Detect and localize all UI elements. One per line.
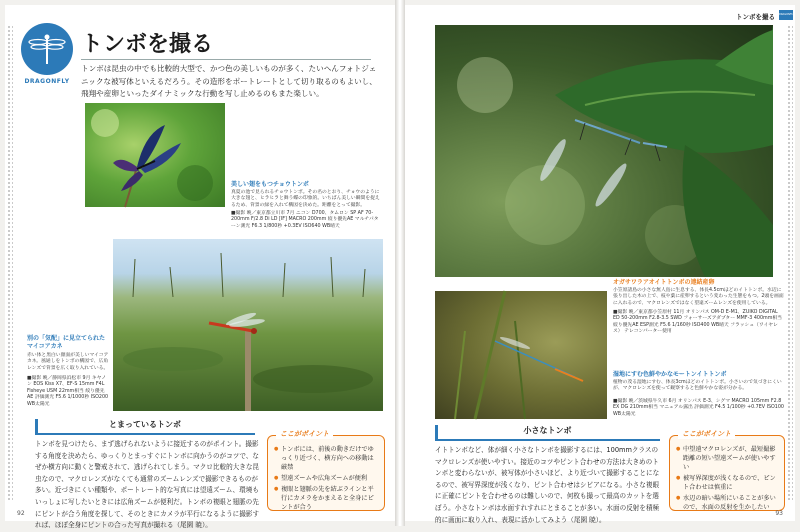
caption-title: 別の「気配」に見立てられた (27, 335, 106, 342)
point-item: ● 複眼と翅脈の先を結ぶラインと平行にカメラをかまえると全身にピントが合う (274, 485, 379, 512)
heading-marker (35, 419, 38, 433)
point-heading: ここがポイント (678, 429, 735, 439)
photo-morton (435, 291, 607, 419)
right-page (405, 5, 795, 524)
page-number: 93 (775, 510, 783, 517)
point-item: ● 中望遠マクロレンズが、最短撮影距離の短い望遠ズームが使いやすい (676, 445, 779, 472)
running-title: トンボを撮る (736, 13, 775, 21)
section-heading-text: 小さなトンボ (523, 426, 572, 435)
body-paragraph: イトトンボなど、体が細く小さなトンボを撮影するには、100mmクラスのマクロレンズが使いやすい。接近のコツやピント合わせの方法は大きめのトンボと変わらないが、被写体が小さいほど、より近づいて撮影することになるので、被写界深度が浅くなり、ピント合わせはシビアになる。小さな複眼に正確にピントを合わせるのは難しいので、何枚も撮って最高のカットを選ぼう。小さなトンボは水面すれすれにとまることが多い。水面の反射を積極的に画面に取り入れ、表現に活かしてみよう（尾園 暁）。 (435, 446, 660, 524)
page-title: トンボを撮る (81, 31, 214, 57)
caption-specs: ■撮影 晩／茨城県牛久市 6月 オリンパス E-3、シグマ MACRO 105mm F2.8 EX DG 210mm相当 マニュアル露出 評価測光 F4.5 1/100秒 +0.7EV ISO100 WB太陽光 (613, 399, 784, 417)
caption-text: 真夏の池で見られるチョウトンボ。その名のとおり、チョウのように大きな翅と、ヒラヒラと舞う蝶の印象的。いちばん美しい瞬間を捉えるため、背景の緑を入れて構図を決めた。距離をとって撮影。 (231, 190, 380, 208)
photo-ogasawara (435, 25, 773, 277)
caption-specs: ■撮影 晩／静岡県浜松市 9月 キヤノン EOS Kiss X7、EF-S 15mm F4L Fisheye USM 22mm相当 絞り優先AE 評価測光 F5.6 1/1000秒 ISO200 WB太陽光 (27, 376, 109, 407)
photo-chotonbo (85, 103, 225, 207)
caption-specs: ■撮影 晩／東京都立川市 7月 ニコン D700、タムロン SP AF 70-200mm F/2.8 Di LD [IF] MACRO 200mm 絞り優先AE マルチパターン測光 F6.3 1/800秒 +0.3EV ISO640 WB晴天 (231, 211, 379, 229)
running-tag: DRAGONFLY (779, 10, 793, 20)
page-number: 92 (17, 510, 25, 517)
photo-maikoakane (113, 239, 383, 411)
section-heading-text: とまっているトンボ (109, 420, 181, 429)
section-heading (435, 423, 660, 441)
caption-title: オガサワラアオイトトンボの連結産卵 (613, 279, 715, 286)
caption-text: 小笠原諸島の小さな無人島に生息する、体長4.5cmほどのイトトンボ。水辺に張り出した木の上で、枝や葉に産卵するという変わった生態をもつ。2頭を画面に入れるので、マクロレンズではなく望遠ズームレンズを使用している。 (613, 288, 784, 306)
page-gutter (395, 0, 405, 526)
dot-border (787, 25, 793, 501)
point-item: ● 望遠ズームや広角ズームが便利 (274, 474, 379, 483)
body-paragraph: トンボを見つけたら、まず逃げられないように接近するのがポイント。撮影する角度を決めたら、ゆっくりとまっすぐにトンボに向かうのがコツで、なぜか横方向に動くと警戒されて、逃げられてしまう。マクロ比較的大きな昆虫なので、マクロレンズがなくても通常のズームレンズで撮影できるものが多い。近づきにくい種類や、ポートレート的な写真には望遠ズーム、環境もいっしょに写したいときには広角ズームが便利だ。トンボの複眼と翅脈の先にピントが合う角度を探して、そのときにカメラが平行になるように撮影すれば、ほぼ全身にピントの合った写真が撮れる（尾園 暁）。 (35, 440, 260, 530)
caption-title: 美しい翅をもつチョウトンボ (231, 181, 309, 188)
dragonfly-icon (21, 23, 73, 75)
caption-text: 植物の茂る湿地にすむ、体長3cmほどのイトトンボ。小さいので気づきにくいが、マクロレンズを使って観察すると色鮮やかな姿が分かる。 (613, 380, 782, 392)
badge-label: DRAGONFLY (24, 78, 70, 85)
left-page (5, 5, 395, 530)
point-list (274, 445, 379, 514)
section-heading (35, 417, 255, 435)
caption-text: 赤い体と黒白い顔面が美しいマイコアカネ。風通しをトンボの構図で、広角レンズで背景を広く取り入れている。 (27, 353, 109, 371)
point-box (669, 430, 785, 511)
lead-paragraph: トンボは昆虫の中でも比較的大型で、かつ色の美しいものが多く、たいへんフォトジェニックな被写体といえるだろう。その造形をポートレートとして切り取るのもよいし、飛翔や産卵といったダイナミックな行動を写し止めるのもまた楽しい。 (81, 64, 377, 98)
point-item: ● 水辺の暗い場所にいることが多いので、水面の反射を生かしたい (676, 494, 779, 512)
title-rule (81, 59, 371, 60)
point-box (267, 430, 385, 511)
caption-specs: ■撮影 晩／東京都小笠原村 11月 オリンパス OM-D E-M1、ZUIKO DIGITAL ED 50-200mm F2.8-3.5 SWD フォーサーズアダプター MMF-3 400mm相当 絞り優先AE ESP測光 F5.6 1/160秒 ISO400 WB晴天 フラッシュ（ワイヤレス） テレコンバーター使用 (613, 310, 782, 335)
point-heading: ここがポイント (276, 429, 333, 439)
point-item: ● トンボには、前後の動きだけでゆっくり近づく、横方向への移動は厳禁 (274, 445, 379, 472)
heading-marker (435, 425, 438, 439)
caption-title: 湿地にすむ色鮮やかなモートンイトトンボ (613, 371, 727, 378)
caption-title: マイコアカネ (27, 343, 63, 350)
point-item: ● 被写界深度が浅くなるので、ピント合わせは慎重に (676, 474, 779, 492)
point-list (676, 445, 779, 514)
dot-border (7, 25, 13, 501)
